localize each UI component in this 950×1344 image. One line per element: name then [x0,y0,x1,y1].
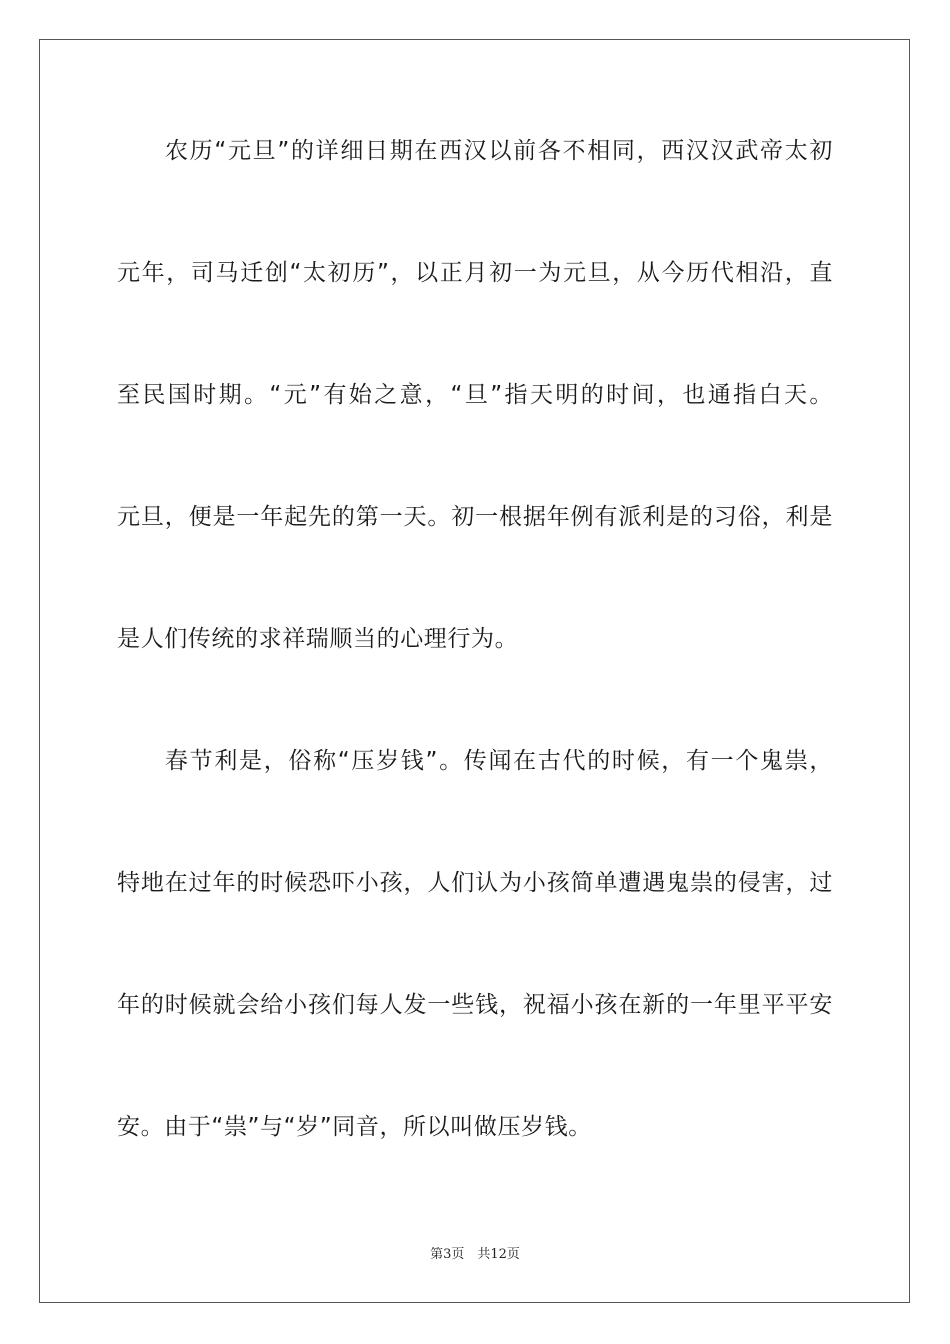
paragraph-1-line-3: 至民国时期。“元”有始之意，“旦”指天明的时间，也通指白天。 [117,382,833,408]
paragraph-1-line-1: 农历“元旦”的详细日期在西汉以前各不相同，西汉汉武帝太初 [165,138,833,164]
paragraph-2-line-3: 年的时候就会给小孩们每人发一些钱，祝福小孩在新的一年里平平安 [117,992,833,1018]
page-number-footer: 第3页 共12页 [430,1247,520,1262]
paragraph-2-line-4: 安。由于“祟”与“岁”同音，所以叫做压岁钱。 [117,1114,592,1140]
paragraph-1-line-4: 元旦，便是一年起先的第一天。初一根据年例有派利是的习俗，利是 [117,504,833,530]
paragraph-2-line-1: 春节利是，俗称“压岁钱”。传闻在古代的时候，有一个鬼祟， [165,748,833,774]
paragraph-1-line-2: 元年，司马迁创“太初历”，以正月初一为元旦，从今历代相沿，直 [117,260,833,286]
paragraph-2-line-2: 特地在过年的时候恐吓小孩，人们认为小孩简单遭遇鬼祟的侵害，过 [117,870,833,896]
paragraph-1-line-5: 是人们传统的求祥瑞顺当的心理行为。 [117,626,519,652]
